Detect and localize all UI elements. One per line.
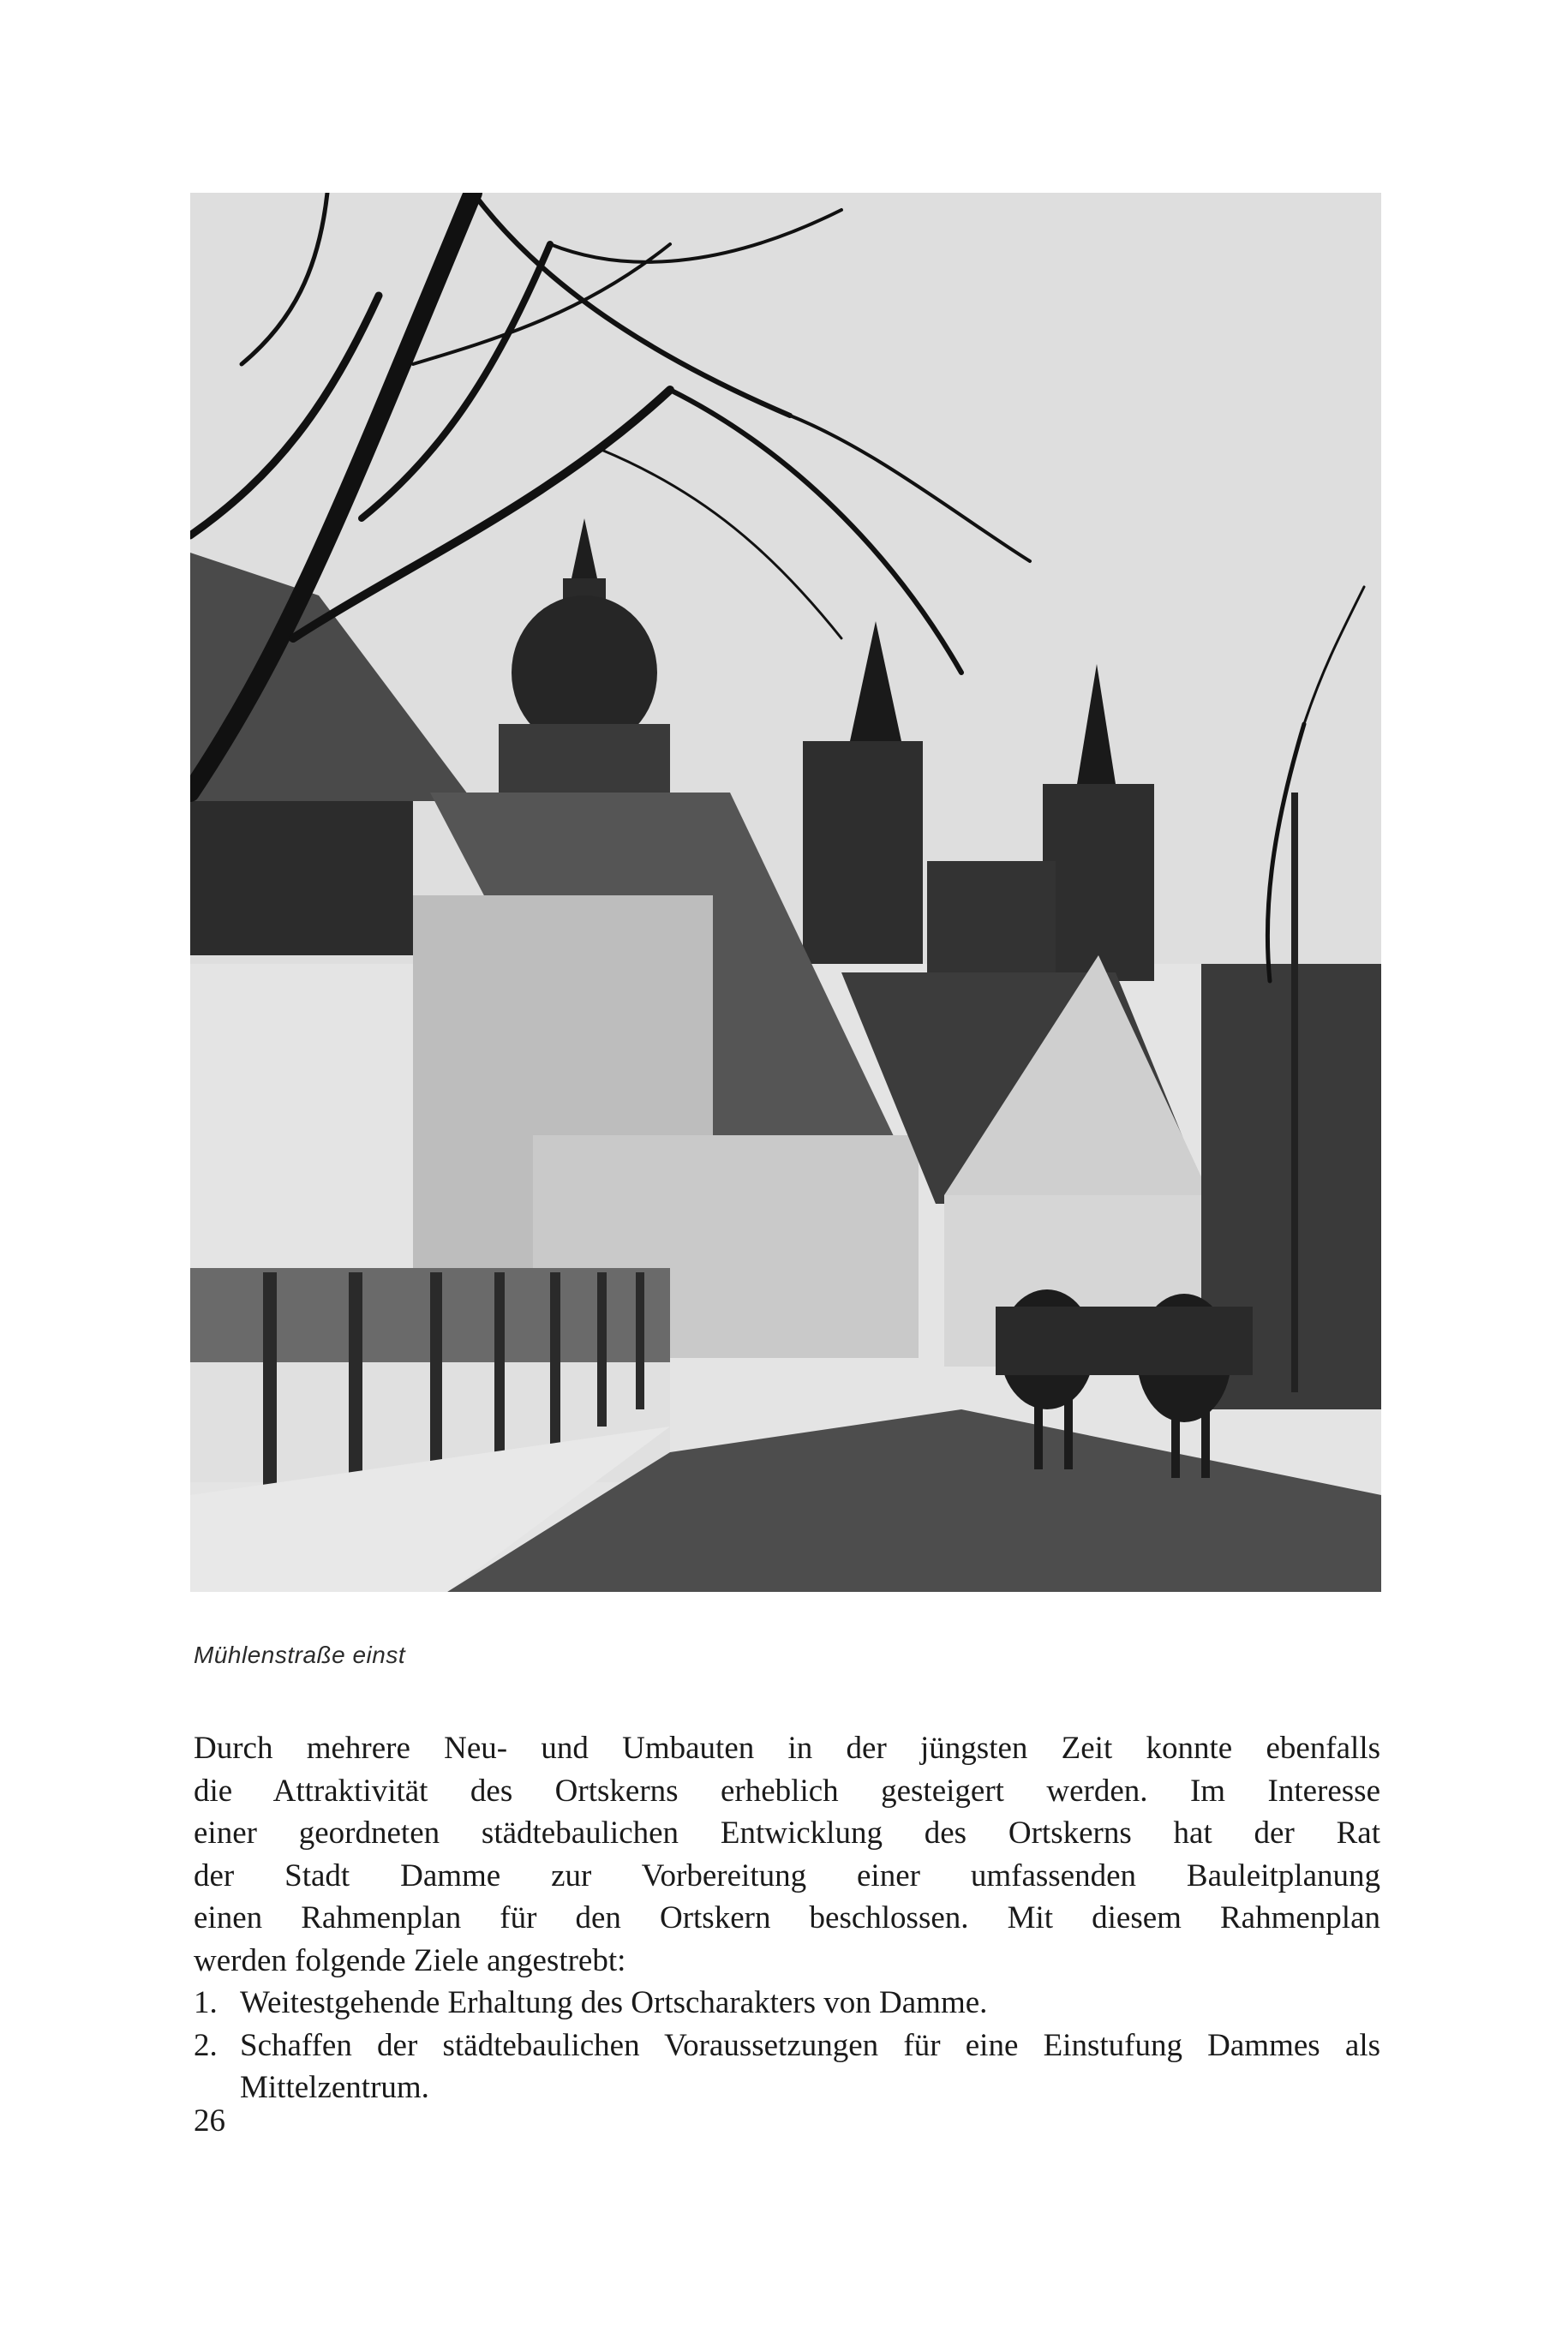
photo-caption: Mühlenstraße einst bbox=[194, 1642, 406, 1668]
list-item bbox=[194, 2025, 1380, 2109]
body-text bbox=[194, 1727, 1380, 2109]
goals-list bbox=[194, 1982, 1380, 2109]
list-item-text: Schaffen der städtebaulichen Voraussetzungen für eine Einstufung Dammes als Mittelzentrum. bbox=[240, 2027, 1380, 2105]
page-number: 26 bbox=[194, 2103, 225, 2139]
paragraph-line: die Attraktivität des Ortskerns erheblich gesteigert werden. Im Interesse bbox=[194, 1773, 1380, 1809]
list-item-number: 1. bbox=[194, 1985, 218, 2020]
paragraph-line: Durch mehrere Neu- und Umbauten in der jüngsten Zeit konnte ebenfalls bbox=[194, 1731, 1380, 1766]
list-item-text: Weitestgehende Erhaltung des Ortscharakters von Damme. bbox=[240, 1985, 988, 2020]
list-item bbox=[194, 1982, 1380, 2025]
paragraph-line: der Stadt Damme zur Vorbereitung einer umfassenden Bauleitplanung bbox=[194, 1857, 1380, 1893]
photo-drawing bbox=[190, 193, 1381, 1592]
paragraph-line: werden folgende Ziele angestrebt: bbox=[194, 1942, 626, 1978]
historic-street-photo bbox=[190, 193, 1381, 1592]
list-item-number: 2. bbox=[194, 2027, 218, 2063]
paragraph-line: einen Rahmenplan für den Ortskern beschlossen. Mit diesem Rahmenplan bbox=[194, 1900, 1380, 1935]
paragraph-line: einer geordneten städtebaulichen Entwicklung des Ortskerns hat der Rat bbox=[194, 1816, 1380, 1851]
